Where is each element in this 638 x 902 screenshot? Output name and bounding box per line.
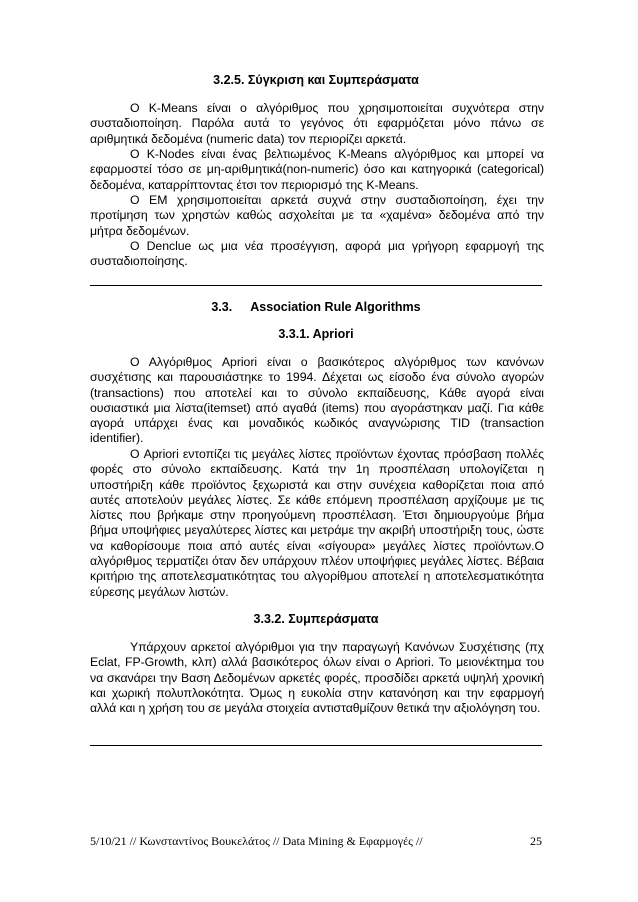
section-divider	[90, 285, 542, 286]
paragraph-conclusions: Υπάρχουν αρκετοί αλγόριθμοι για την παραγωγή Κανόνων Συσχέτισης (πχ Eclat, FP-Growth, κλπ) αλλά βασικότερος όλων είναι ο Apriori. Το μειονέκτημα του να σκανάρει την Βαση Δεδομένων αρκετές φορές, προσδίδει αρκετά υψηλή χρονική και χωρική πολυπλοκότητα. Όμως η ευκολία στην κατανόηση και την εφαρμογή αλλά και η χρήση του σε μεγάλα στοιχεία αντισταθμίζουν θετικά την αξιολόγηση του.	[90, 640, 544, 716]
section-heading-3-3-1: 3.3.1. Apriori	[278, 327, 354, 341]
section-heading-3-3	[90, 299, 542, 315]
paragraph-apriori-intro: Ο Αλγόριθμος Apriori είναι ο βασικότερος αλγόριθμος των κανόνων συσχέτισης και παρουσιάστηκε το 1994. Δέχεται ως είσοδο ένα σύνολο αγορών (transactions) που αποτελεί και το σύνολο εκπαίδευσης, Κάθε αγορά είναι ουσιαστικά μια λίστα(itemset) από αγαθά (items) που αγοράστηκαν μαζί. Για κάθε αγορά υπάρχει ένας και μοναδικός κωδικός αναγνώρισης TID (transaction identifier).	[90, 355, 544, 446]
paragraph-em: Ο EM χρησιμοποιείται αρκετά συχνά στην συσταδιοποίηση, έχει την προτίμηση των χρηστών καθώς ασχολείται με τα «χαμένα» δεδομένα από την μήτρα δεδομένων.	[90, 193, 544, 238]
page-number: 25	[530, 834, 542, 848]
section-number: 3.3.	[211, 300, 233, 314]
paragraph-knodes: Ο K-Nodes είναι ένας βελτιωμένος K-Means αλγόριθμος και μπορεί να εφαρμοστεί τόσο σε μη-αριθμητικά(non-numeric) όσο και κατηγορικά (categorical) δεδομένα, καταρρίπτοντας έτσι τον περιορισμό της K-Means.	[90, 147, 544, 192]
page-footer	[90, 834, 542, 848]
section-heading-3-2-5: 3.2.5. Σύγκριση και Συμπεράσματα	[213, 73, 419, 87]
section-divider	[90, 745, 542, 746]
paragraph-kmeans: Ο K-Means είναι ο αλγόριθμος που χρησιμοποιείται συχνότερα στην συσταδιοποίηση. Παρόλα αυτά το γεγόνος ότι εφαρμόζεται μόνο πάνω σε αριθμητικά δεδομένα (numeric data) τον περιορίζει αρκετά.	[90, 101, 544, 146]
footer-text: 5/10/21 // Κωνσταντίνος Βουκελάτος // Data Mining & Εφαρμογές //	[90, 834, 423, 848]
paragraph-apriori-process: Ο Apriori εντοπίζει τις μεγάλες λίστες προϊόντων έχοντας πρόσβαση πολλές φορές στο σύνολο εκπαίδευσης. Κατά την 1η προσπέλαση υπολογίζεται η υποστήριξη κάθε προϊόντος ξεχωριστά και στην συνέχεια καθορίζεται ποια από αυτές αποτελούν μεγάλες λίστες. Σε κάθε επόμενη προσπέλαση αρχίζουμε με τις λίστες που βρήκαμε στην προηγούμενη προσπέλαση. Έτσι δημιουργούμε βήμα βήμα υποψήφιες μεγαλύτερες λίστες και μετράμε την ακριβή υποστήριξη τους, ώστε να καθορίσουμε ποια από αυτές είναι «σίγουρα» μεγάλες λίστες προϊόντων.Ο αλγόριθμος τερματίζει όταν δεν υπάρχουν πλέον υποψήφιες μεγάλες λίστες. Βέβαια κριτήριο της αποτελεσματικότητας του αλγορίθμου αποτελεί η αποτελεσματικότητα εύρεσης μεγάλων λιστών.	[90, 447, 544, 599]
section-title: Association Rule Algorithms	[250, 300, 421, 314]
section-heading-3-3-2: 3.3.2. Συμπεράσματα	[253, 612, 379, 626]
paragraph-denclue: Ο Denclue ως μια νέα προσέγγιση, αφορά μια γρήγορη εφαρμογή της συσταδιοποίησης.	[90, 239, 544, 269]
